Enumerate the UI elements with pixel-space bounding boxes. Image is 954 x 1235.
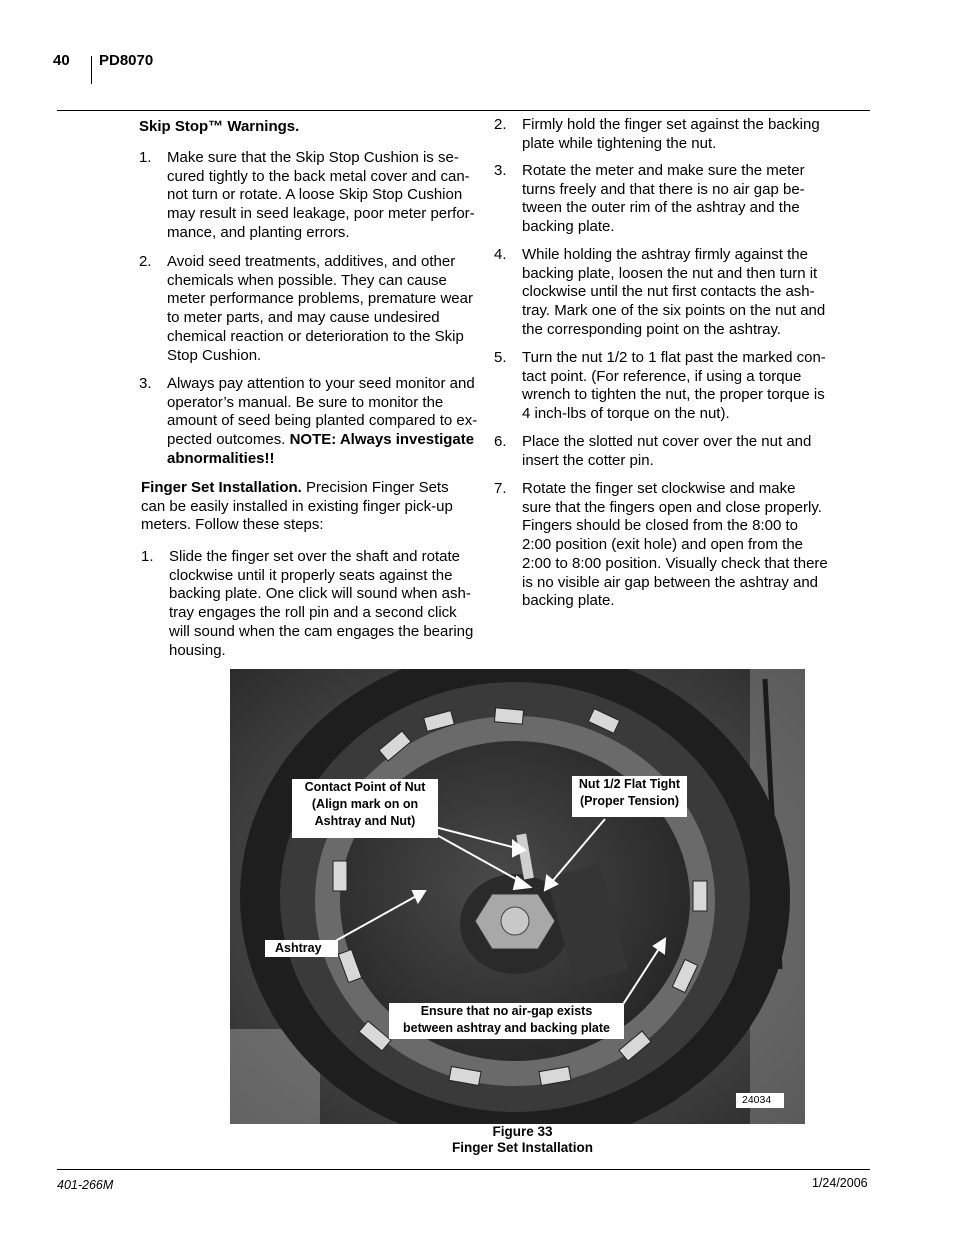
arrow-head <box>513 841 525 856</box>
text-line: Slide the finger set over the shaft and rotate <box>169 548 461 565</box>
note-text: NOTE: Always investigate <box>289 431 475 449</box>
text-line: not turn or rotate. A loose Skip Stop Cushion <box>167 186 463 204</box>
text-line: Fingers should be closed from the 8:00 to <box>522 517 798 535</box>
callout-line: (Proper Tension) <box>579 794 680 808</box>
text-line: Make sure that the Skip Stop Cushion is se- <box>167 149 459 166</box>
callout-ashtray: Ashtray <box>265 940 338 957</box>
text-line: mance, and planting errors. <box>167 223 350 241</box>
figure-number: Figure 33 <box>492 1124 553 1139</box>
text-line: plate while tightening the nut. <box>522 134 717 152</box>
text-line: Stop Cushion. <box>167 346 262 364</box>
header-rule <box>57 110 870 111</box>
callout-line: Contact Point of Nut <box>304 780 426 794</box>
revision-date: 1/24/2006 <box>812 1176 868 1190</box>
text-line: cured tightly to the back metal cover and can- <box>167 167 470 185</box>
list-number: 4. <box>494 246 507 263</box>
page-number: 40 <box>53 52 70 69</box>
arrow-ashtray <box>330 894 420 944</box>
text-line <box>141 479 486 498</box>
text-line: the corresponding point on the ashtray. <box>522 320 782 338</box>
footer-rule <box>57 1169 870 1170</box>
text-line: backing plate, loosen the nut and then turn it <box>522 264 818 282</box>
text-line: housing. <box>169 641 226 659</box>
text-line: tray engages the roll pin and a second click <box>169 604 457 622</box>
text-line: Rotate the finger set clockwise and make <box>522 480 796 497</box>
text-line: backing plate. <box>522 592 615 610</box>
warnings-heading: Skip Stop™ Warnings. <box>139 118 300 135</box>
text-line: 2:00 position (exit hole) and open from the <box>522 536 804 554</box>
text-line: may result in seed leakage, poor meter perfor- <box>167 205 475 223</box>
text-line: 2:00 to 8:00 position. Visually check that there <box>522 554 828 572</box>
callout-air-gap <box>389 1003 624 1039</box>
model-name: PD8070 <box>99 52 154 69</box>
left-column <box>139 118 484 663</box>
list-number: 6. <box>494 433 507 450</box>
right-column <box>494 116 839 616</box>
text-line: turns freely and that there is no air gap be- <box>522 180 805 198</box>
list-number: 2. <box>494 116 507 133</box>
callout-line: Ensure that no air-gap exists <box>420 1004 593 1018</box>
list-number: 1. <box>139 149 152 166</box>
text-line: is no visible air gap between the ashtray and <box>522 573 819 591</box>
text-line: Always pay attention to your seed monitor and <box>167 375 475 392</box>
text-line: tact point. (For reference, if using a torque <box>522 367 802 385</box>
callout-line: Nut 1/2 Flat Tight <box>578 777 681 791</box>
text-line: meters. Follow these steps: <box>141 516 324 534</box>
arrow-head <box>413 891 425 902</box>
arrow-contact-point-1 <box>435 827 520 849</box>
callout-line: (Align mark on on <box>311 797 419 811</box>
text-line: operator’s manual. Be sure to monitor the <box>167 393 444 411</box>
text-line: will sound when the cam engages the bearing <box>169 622 474 640</box>
text-line: insert the cotter pin. <box>522 451 654 469</box>
callout-arrows <box>230 669 805 1124</box>
text-line: can be easily installed in existing finger pick-up <box>141 497 453 515</box>
list-number: 3. <box>139 375 152 392</box>
text-line: tween the outer rim of the ashtray and the <box>522 199 800 217</box>
callout-line: between ashtray and backing plate <box>402 1021 610 1035</box>
list-number: 2. <box>139 253 152 270</box>
arrow-contact-point-2 <box>435 834 525 884</box>
text-line: 4 inch-lbs of torque on the nut). <box>522 405 730 423</box>
install-heading: Finger Set Installation. <box>141 479 302 496</box>
text-line: backing plate. <box>522 218 615 236</box>
text-line: clockwise until the nut first contacts the ash- <box>522 283 815 301</box>
text-line: sure that the fingers open and close properly. <box>522 498 822 516</box>
list-number: 7. <box>494 480 507 497</box>
image-id-label: 24034 <box>736 1093 784 1108</box>
text-line: amount of seed being planted compared to ex- <box>167 412 478 430</box>
text-line: clockwise until it properly seats against the <box>169 566 453 584</box>
text-line: Turn the nut 1/2 to 1 flat past the marked con- <box>522 349 826 366</box>
list-number: 3. <box>494 162 507 179</box>
text-line: backing plate. One click will sound when ash- <box>169 585 471 603</box>
text-line: While holding the ashtray firmly against the <box>522 246 808 263</box>
list-number: 1. <box>141 548 154 565</box>
install-intro <box>141 479 486 535</box>
arrow-nut <box>550 819 605 884</box>
text-line: meter performance problems, premature wear <box>167 290 473 308</box>
callout-nut-flat <box>572 776 687 817</box>
text-line: Rotate the meter and make sure the meter <box>522 162 805 179</box>
callout-line: Ashtray and Nut) <box>314 814 416 828</box>
text-line: chemical reaction or deterioration to the Skip <box>167 327 464 345</box>
text-line <box>167 431 487 450</box>
text-line: wrench to tighten the nut, the proper torque is <box>522 386 825 404</box>
figure-caption <box>230 1124 875 1155</box>
arrow-head <box>514 877 530 889</box>
note-text: abnormalities!! <box>167 449 275 467</box>
arrow-head <box>654 939 665 953</box>
document-number: 401-266M <box>57 1178 114 1192</box>
figure-title: Finger Set Installation <box>451 1140 594 1155</box>
callout-contact-point <box>292 779 438 838</box>
text-span: Precision Finger Sets <box>301 479 449 496</box>
text-span: pected outcomes. <box>167 431 286 449</box>
text-line: Firmly hold the finger set against the backing <box>522 116 820 133</box>
finger-set-photo <box>230 669 805 1124</box>
text-line <box>167 450 487 469</box>
text-line: Place the slotted nut cover over the nut and <box>522 433 812 450</box>
text-line: Avoid seed treatments, additives, and other <box>167 253 456 270</box>
header-divider <box>91 56 92 84</box>
text-line: to meter parts, and may cause undesired <box>167 309 440 327</box>
list-number: 5. <box>494 349 507 366</box>
text-line: chemicals when possible. They can cause <box>167 271 447 289</box>
arrow-air-gap <box>620 944 662 1009</box>
text-line: tray. Mark one of the six points on the nut and <box>522 302 826 320</box>
